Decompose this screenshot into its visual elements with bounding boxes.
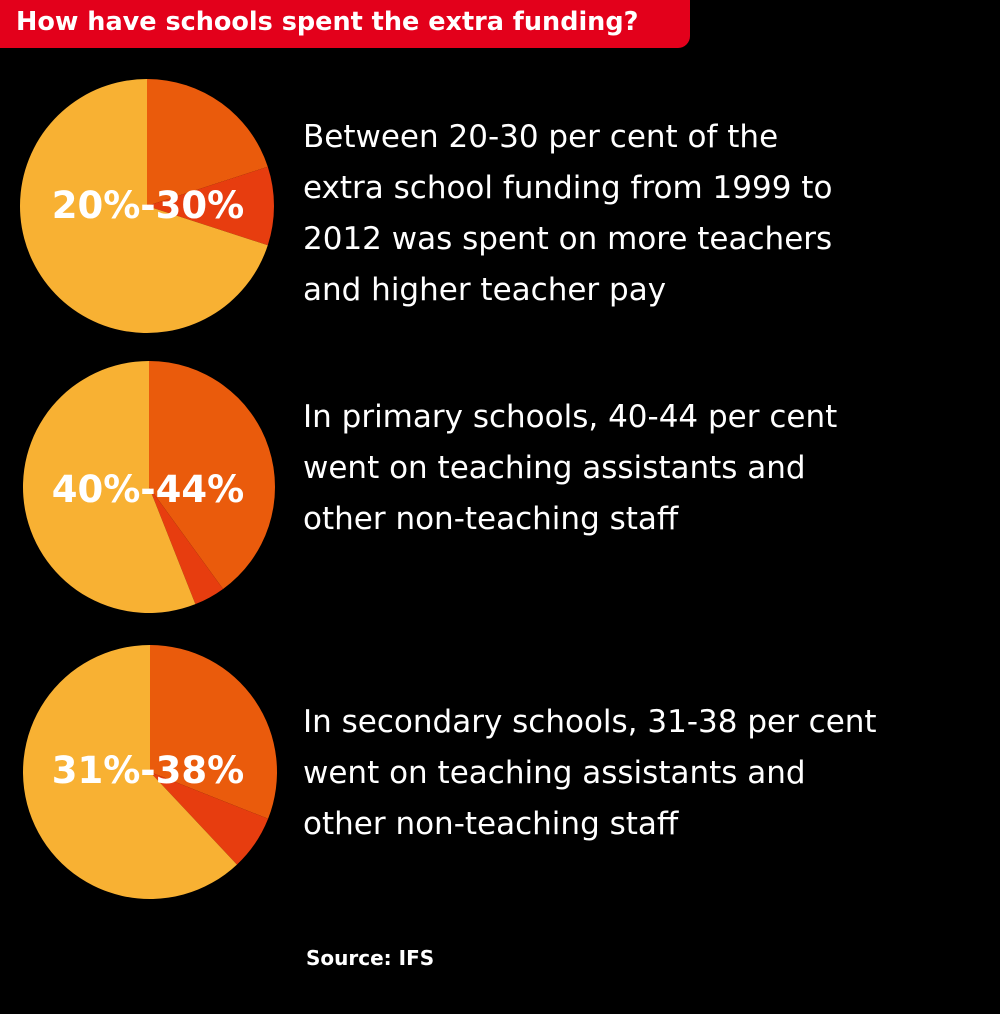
- pie-block-secondary: [0, 645, 1000, 901]
- chart-title: How have schools spent the extra funding?: [16, 7, 639, 37]
- description-line: other non-teaching staff: [303, 501, 679, 537]
- description-line: Between 20-30 per cent of the: [303, 119, 779, 155]
- description-line: and higher teacher pay: [303, 272, 667, 308]
- pie-description: [303, 112, 983, 316]
- description-line: went on teaching assistants and: [303, 755, 806, 791]
- description-line: 2012 was spent on more teachers: [303, 221, 833, 257]
- pie-description: [303, 697, 983, 850]
- source-note: Source: IFS: [306, 946, 435, 970]
- pie-block-teachers: [0, 78, 1000, 334]
- pie-label: 20%-30%: [51, 184, 245, 227]
- description-line: went on teaching assistants and: [303, 450, 806, 486]
- description-line: In primary schools, 40-44 per cent: [303, 399, 838, 435]
- pie-block-primary: [0, 360, 1000, 616]
- pie-description: [303, 392, 983, 545]
- description-line: In secondary schools, 31-38 per cent: [303, 704, 877, 740]
- description-line: extra school funding from 1999 to: [303, 170, 833, 206]
- pie-label: 40%-44%: [51, 468, 245, 511]
- description-line: other non-teaching staff: [303, 806, 679, 842]
- title-bar: [0, 0, 690, 48]
- pie-label: 31%-38%: [51, 749, 245, 792]
